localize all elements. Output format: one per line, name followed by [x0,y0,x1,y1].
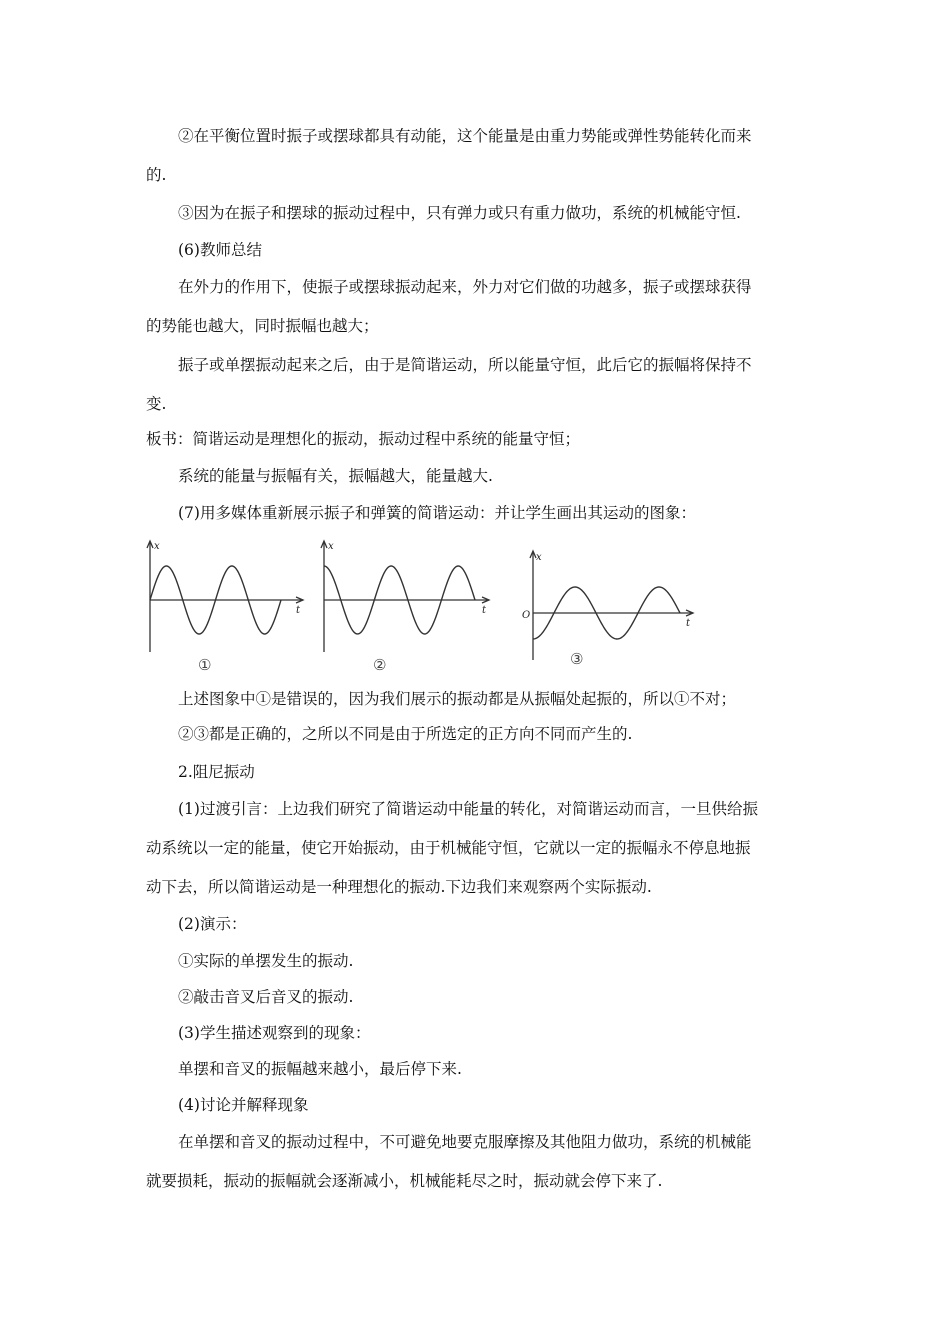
y-axis-label: x [154,541,160,552]
x-axis-label: t [482,605,487,616]
sine-graph-1 [143,537,313,677]
paragraph: 上述图象中①是错误的，因为我们展示的振动都是从振幅处起振的，所以①不对； [178,690,737,708]
paragraph: ③因为在振子和摆球的振动过程中，只有弹力或只有重力做功，系统的机械能守恒. [178,204,741,222]
section-heading: (6)教师总结 [178,241,262,259]
paragraph: 的势能也越大，同时振幅也越大； [146,317,379,335]
paragraph: 就要损耗，振动的振幅就会逐渐减小，机械能耗尽之时，振动就会停下来了. [146,1172,663,1190]
section-heading: (4)讨论并解释现象 [178,1096,309,1114]
paragraph: (1)过渡引言：上边我们研究了简谐运动中能量的转化，对简谐运动而言，一旦供给振 [178,800,758,818]
paragraph: ①实际的单摆发生的振动. [178,952,354,970]
paragraph: 动下去，所以简谐运动是一种理想化的振动.下边我们来观察两个实际振动. [146,878,652,896]
paragraph: ②在平衡位置时振子或摆球都具有动能，这个能量是由重力势能或弹性势能转化而来 [178,127,752,145]
paragraph: 单摆和音叉的振幅越来越小，最后停下来. [178,1060,462,1078]
sine-graph-2 [317,537,497,677]
section-heading: (3)学生描述观察到的现象： [178,1024,371,1042]
section-heading: (7)用多媒体重新展示振子和弹簧的简谐运动：并让学生画出其运动的图象： [178,504,696,522]
x-axis-label: t [296,605,301,616]
y-axis-label: x [536,552,542,563]
sine-graph-3 [518,550,703,668]
figure-label: ② [373,656,387,674]
paragraph: 在外力的作用下，使振子或摆球振动起来，外力对它们做的功越多，振子或摆球获得 [178,278,752,296]
figure-label: ③ [570,650,584,668]
section-heading: 2.阻尼振动 [178,763,255,781]
paragraph: 动系统以一定的能量，使它开始振动，由于机械能守恒，它就以一定的振幅永不停息地振 [146,839,751,857]
paragraph: 振子或单摆振动起来之后，由于是简谐运动，所以能量守恒，此后它的振幅将保持不 [178,356,752,374]
origin-label: O [522,610,531,621]
board-note: 系统的能量与振幅有关，振幅越大，能量越大. [178,467,493,485]
paragraph: ②敲击音叉后音叉的振动. [178,988,354,1006]
paragraph: ②③都是正确的，之所以不同是由于所选定的正方向不同而产生的. [178,725,633,743]
section-heading: (2)演示： [178,915,247,933]
y-axis-label: x [328,541,334,552]
figure-label: ① [198,656,212,674]
paragraph: 变. [146,395,167,413]
x-axis-label: t [686,618,691,629]
paragraph: 在单摆和音叉的振动过程中，不可避免地要克服摩擦及其他阻力做功，系统的机械能 [178,1133,752,1151]
paragraph: 的. [146,166,167,184]
board-note: 板书：简谐运动是理想化的振动，振动过程中系统的能量守恒； [146,430,581,448]
